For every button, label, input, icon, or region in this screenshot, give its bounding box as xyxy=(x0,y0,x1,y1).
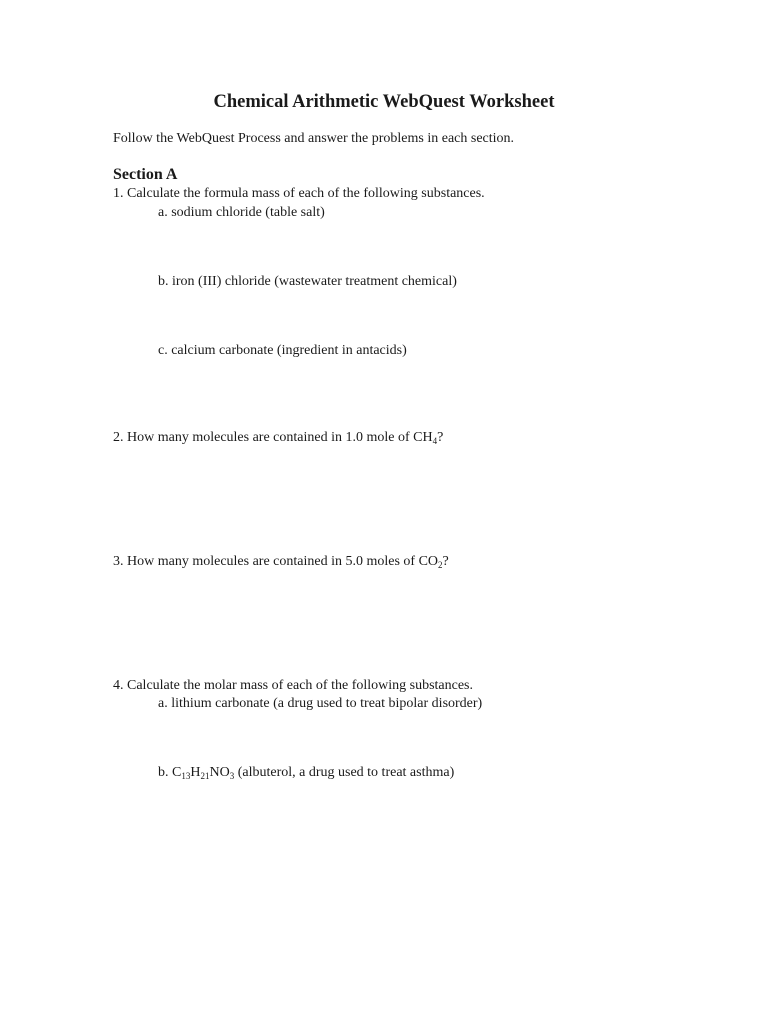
question-3-text: 3. How many molecules are contained in 5.0 moles of CO xyxy=(113,554,439,569)
question-4: 4. Calculate the molar mass of each of the following substances. xyxy=(113,678,474,693)
question-4-b-mid-2: NO xyxy=(209,765,230,780)
question-3-suffix: ? xyxy=(442,554,449,569)
question-1: 1. Calculate the formula mass of each of the following substances. xyxy=(113,186,485,201)
question-4-b-subscript-1: 13 xyxy=(181,771,191,781)
question-4-b-prefix: b. C xyxy=(158,765,182,780)
question-4-b-subscript-3: 3 xyxy=(229,771,235,781)
question-2-text: 2. How many molecules are contained in 1.0 mole of CH xyxy=(113,430,433,445)
section-heading: Section A xyxy=(113,166,178,183)
question-4-b-mid-1: H xyxy=(190,765,201,780)
intro-text: Follow the WebQuest Process and answer the problems in each section. xyxy=(113,131,515,146)
question-3 xyxy=(113,553,449,571)
question-1-a: a. sodium chloride (table salt) xyxy=(158,205,325,220)
question-4-b-suffix: (albuterol, a drug used to treat asthma) xyxy=(234,765,455,780)
question-1-c: c. calcium carbonate (ingredient in antacids) xyxy=(158,343,407,358)
question-1-b: b. iron (III) chloride (wastewater treatment chemical) xyxy=(158,274,457,289)
question-2 xyxy=(113,429,443,447)
question-3-subscript: 2 xyxy=(438,560,443,570)
question-4-b xyxy=(158,764,454,782)
question-4-b-subscript-2: 21 xyxy=(200,771,210,781)
question-2-suffix: ? xyxy=(437,430,444,445)
page-title: Chemical Arithmetic WebQuest Worksheet xyxy=(213,92,555,112)
question-2-subscript: 4 xyxy=(432,436,438,446)
question-4-a: a. lithium carbonate (a drug used to treat bipolar disorder) xyxy=(158,696,483,711)
